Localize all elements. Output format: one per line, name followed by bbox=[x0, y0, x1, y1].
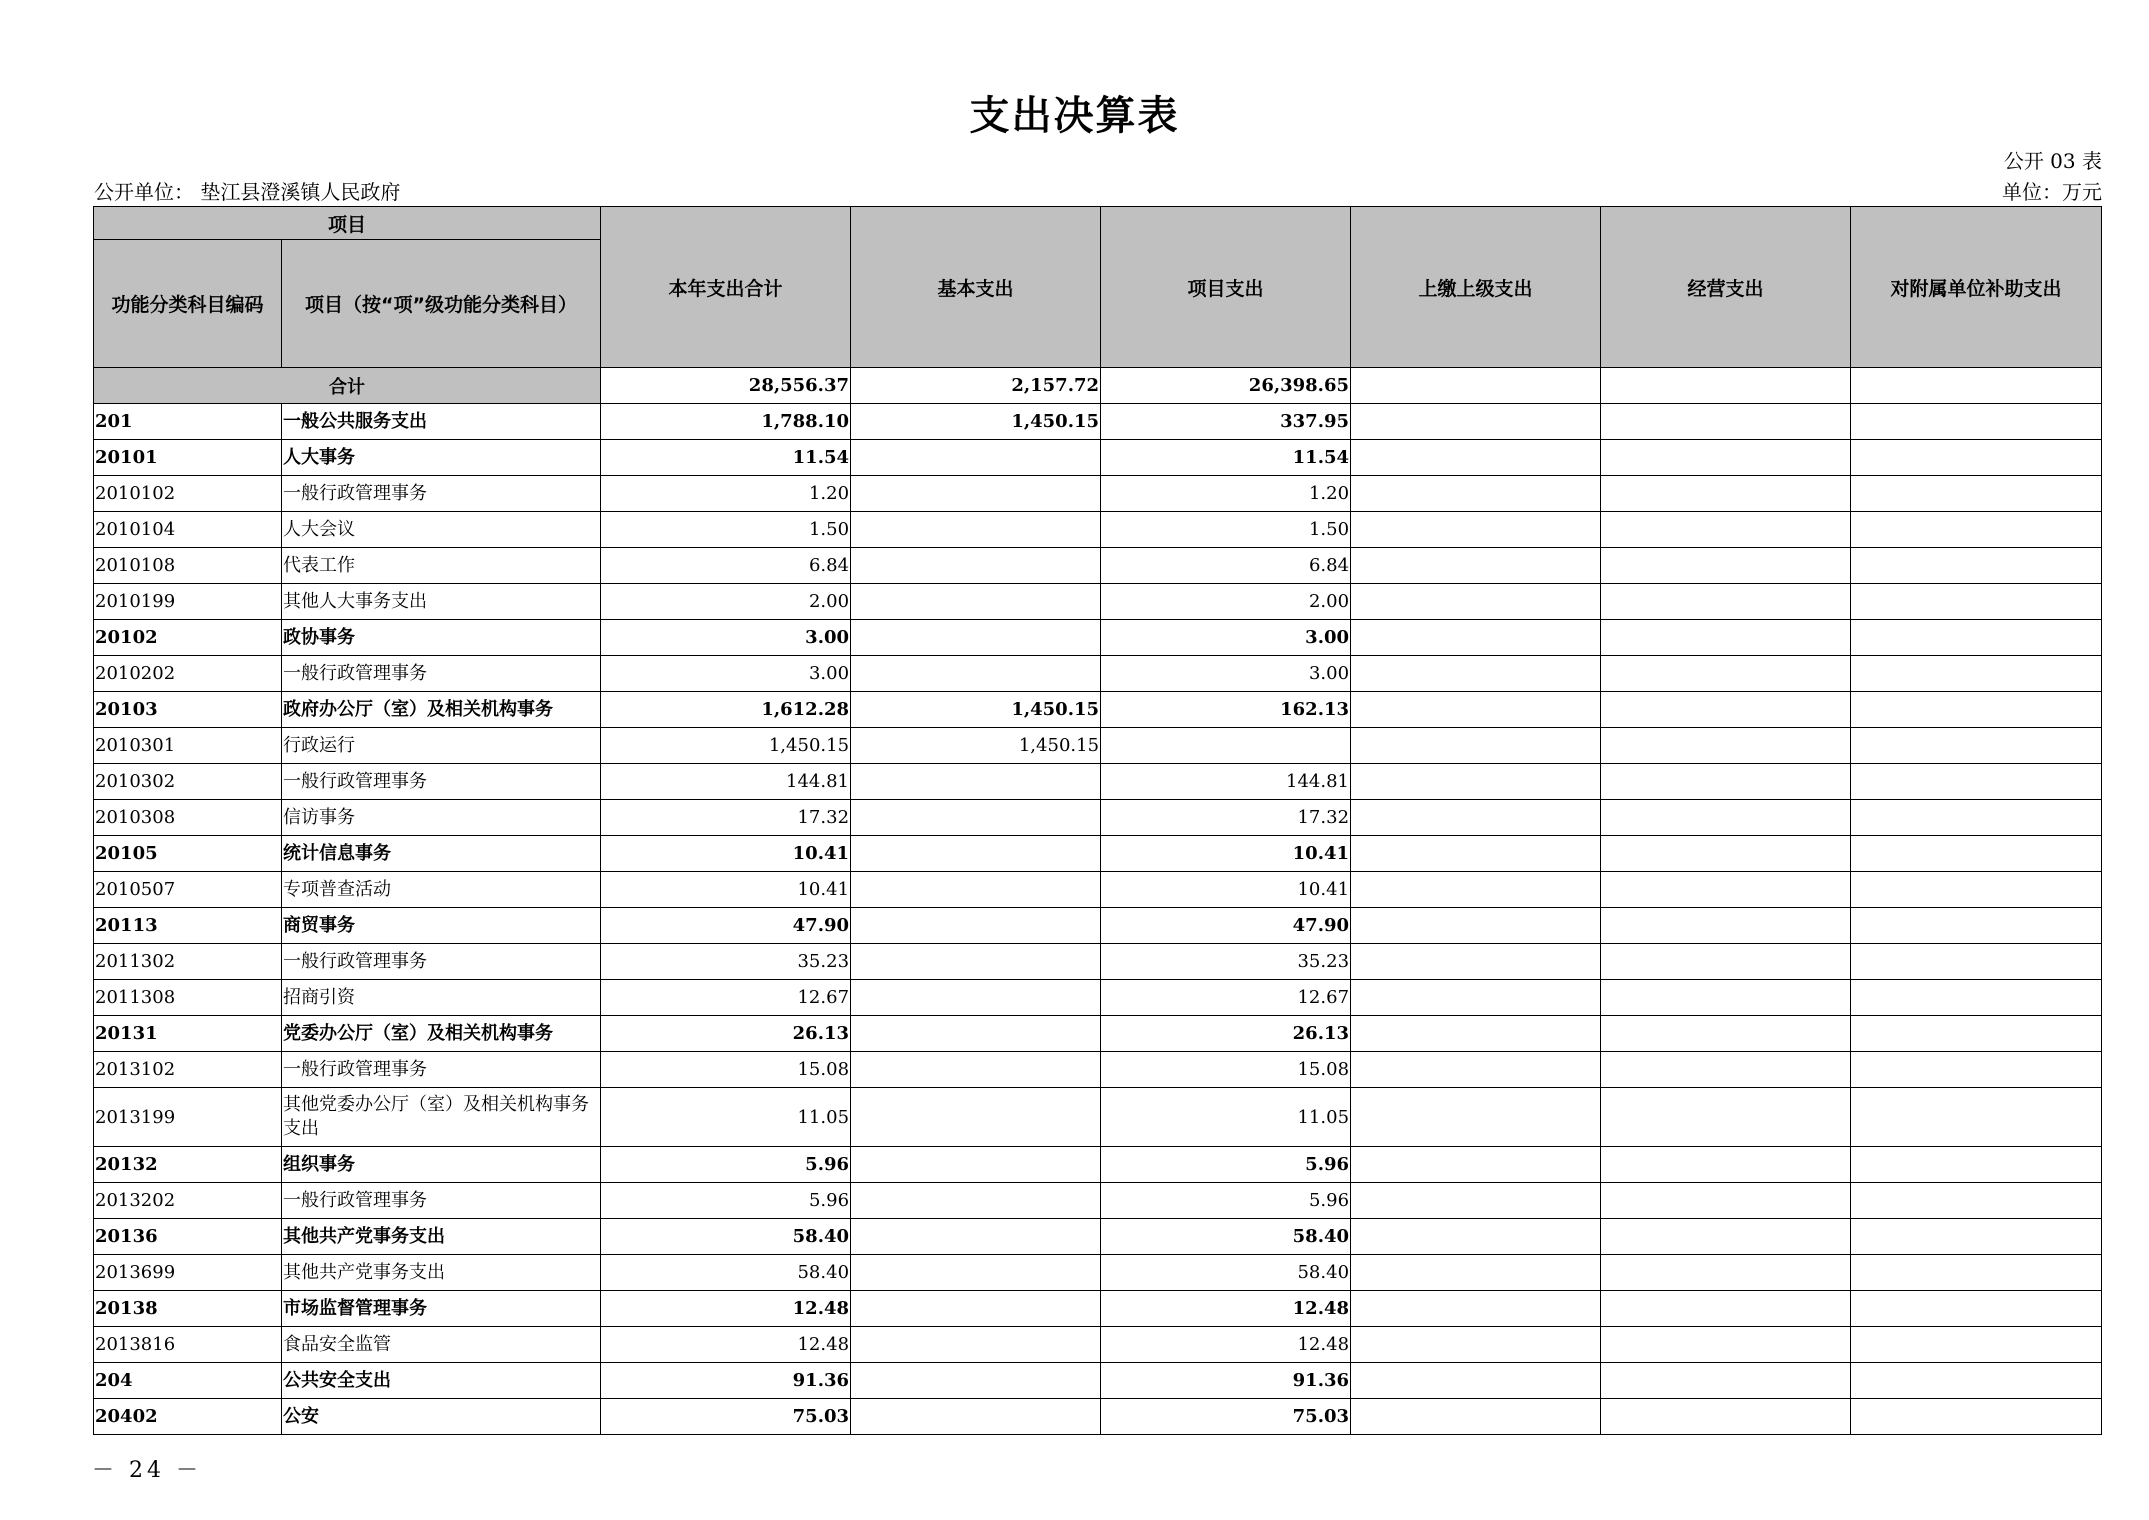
cell-upper bbox=[1351, 872, 1601, 908]
table-row bbox=[94, 1088, 2102, 1147]
cell-project: 58.40 bbox=[1101, 1219, 1351, 1255]
cell-name: 其他党委办公厅（室）及相关机构事务支出 bbox=[282, 1088, 601, 1147]
total-cell-subsidy bbox=[1851, 368, 2102, 404]
page-number: － 24 － bbox=[92, 1458, 202, 1483]
cell-basic bbox=[851, 1088, 1101, 1147]
cell-project: 6.84 bbox=[1101, 548, 1351, 584]
cell-basic bbox=[851, 548, 1101, 584]
cell-total: 5.96 bbox=[601, 1183, 851, 1219]
total-label: 合计 bbox=[94, 368, 601, 404]
cell-upper bbox=[1351, 1327, 1601, 1363]
header-name: 项目（按“项”级功能分类科目） bbox=[282, 240, 601, 368]
table-row bbox=[94, 548, 2102, 584]
cell-upper bbox=[1351, 1255, 1601, 1291]
total-cell-business bbox=[1601, 368, 1851, 404]
cell-business bbox=[1601, 764, 1851, 800]
cell-code: 20103 bbox=[94, 692, 282, 728]
table-row bbox=[94, 800, 2102, 836]
table-row bbox=[94, 1219, 2102, 1255]
table-row bbox=[94, 512, 2102, 548]
cell-business bbox=[1601, 512, 1851, 548]
cell-business bbox=[1601, 1052, 1851, 1088]
header-business: 经营支出 bbox=[1601, 207, 1851, 368]
form-number: 公开 03 表 bbox=[2003, 149, 2102, 173]
cell-basic bbox=[851, 836, 1101, 872]
total-row bbox=[94, 368, 2102, 404]
cell-basic bbox=[851, 440, 1101, 476]
cell-total: 11.54 bbox=[601, 440, 851, 476]
cell-project bbox=[1101, 728, 1351, 764]
cell-total: 58.40 bbox=[601, 1255, 851, 1291]
cell-subsidy bbox=[1851, 980, 2102, 1016]
cell-subsidy bbox=[1851, 584, 2102, 620]
cell-subsidy bbox=[1851, 836, 2102, 872]
cell-basic bbox=[851, 1255, 1101, 1291]
cell-subsidy bbox=[1851, 872, 2102, 908]
table-row bbox=[94, 944, 2102, 980]
cell-code: 2010199 bbox=[94, 584, 282, 620]
cell-business bbox=[1601, 1147, 1851, 1183]
cell-name: 组织事务 bbox=[282, 1147, 601, 1183]
cell-name: 一般行政管理事务 bbox=[282, 1052, 601, 1088]
cell-name: 商贸事务 bbox=[282, 908, 601, 944]
header-upper: 上缴上级支出 bbox=[1351, 207, 1601, 368]
cell-total: 6.84 bbox=[601, 548, 851, 584]
header-basic: 基本支出 bbox=[851, 207, 1101, 368]
cell-project: 35.23 bbox=[1101, 944, 1351, 980]
cell-code: 20136 bbox=[94, 1219, 282, 1255]
cell-code: 20132 bbox=[94, 1147, 282, 1183]
cell-basic: 1,450.15 bbox=[851, 692, 1101, 728]
cell-business bbox=[1601, 692, 1851, 728]
cell-subsidy bbox=[1851, 1399, 2102, 1435]
cell-name: 党委办公厅（室）及相关机构事务 bbox=[282, 1016, 601, 1052]
cell-total: 3.00 bbox=[601, 656, 851, 692]
cell-name: 统计信息事务 bbox=[282, 836, 601, 872]
cell-business bbox=[1601, 980, 1851, 1016]
cell-name: 一般行政管理事务 bbox=[282, 944, 601, 980]
cell-subsidy bbox=[1851, 764, 2102, 800]
cell-subsidy bbox=[1851, 692, 2102, 728]
cell-code: 2011302 bbox=[94, 944, 282, 980]
cell-project: 3.00 bbox=[1101, 620, 1351, 656]
cell-code: 2010202 bbox=[94, 656, 282, 692]
cell-subsidy bbox=[1851, 620, 2102, 656]
table-row bbox=[94, 1052, 2102, 1088]
cell-upper bbox=[1351, 584, 1601, 620]
cell-project: 58.40 bbox=[1101, 1255, 1351, 1291]
cell-project: 337.95 bbox=[1101, 404, 1351, 440]
cell-basic bbox=[851, 764, 1101, 800]
cell-upper bbox=[1351, 692, 1601, 728]
expenditure-table bbox=[93, 206, 2102, 1435]
cell-name: 其他共产党事务支出 bbox=[282, 1219, 601, 1255]
cell-total: 12.48 bbox=[601, 1327, 851, 1363]
cell-total: 1.50 bbox=[601, 512, 851, 548]
cell-upper bbox=[1351, 1183, 1601, 1219]
cell-business bbox=[1601, 440, 1851, 476]
cell-business bbox=[1601, 1363, 1851, 1399]
cell-project: 162.13 bbox=[1101, 692, 1351, 728]
cell-subsidy bbox=[1851, 908, 2102, 944]
cell-code: 20131 bbox=[94, 1016, 282, 1052]
cell-basic bbox=[851, 800, 1101, 836]
cell-basic bbox=[851, 512, 1101, 548]
cell-business bbox=[1601, 620, 1851, 656]
total-cell-upper bbox=[1351, 368, 1601, 404]
cell-subsidy bbox=[1851, 1255, 2102, 1291]
table-row bbox=[94, 1363, 2102, 1399]
cell-business bbox=[1601, 1219, 1851, 1255]
cell-upper bbox=[1351, 1291, 1601, 1327]
cell-project: 10.41 bbox=[1101, 872, 1351, 908]
cell-name: 人大事务 bbox=[282, 440, 601, 476]
cell-project: 12.48 bbox=[1101, 1327, 1351, 1363]
table-row bbox=[94, 620, 2102, 656]
cell-basic bbox=[851, 656, 1101, 692]
cell-code: 2010308 bbox=[94, 800, 282, 836]
cell-upper bbox=[1351, 836, 1601, 872]
cell-code: 20105 bbox=[94, 836, 282, 872]
cell-basic bbox=[851, 1399, 1101, 1435]
cell-total: 1.20 bbox=[601, 476, 851, 512]
cell-project: 2.00 bbox=[1101, 584, 1351, 620]
cell-subsidy bbox=[1851, 1183, 2102, 1219]
cell-upper bbox=[1351, 800, 1601, 836]
cell-business bbox=[1601, 584, 1851, 620]
cell-name: 政府办公厅（室）及相关机构事务 bbox=[282, 692, 601, 728]
cell-project: 17.32 bbox=[1101, 800, 1351, 836]
cell-total: 75.03 bbox=[601, 1399, 851, 1435]
cell-basic bbox=[851, 980, 1101, 1016]
cell-business bbox=[1601, 1016, 1851, 1052]
cell-basic: 1,450.15 bbox=[851, 404, 1101, 440]
cell-project: 11.05 bbox=[1101, 1088, 1351, 1147]
currency-unit: 单位：万元 bbox=[2002, 180, 2102, 204]
table-row bbox=[94, 1255, 2102, 1291]
cell-code: 2010301 bbox=[94, 728, 282, 764]
cell-code: 201 bbox=[94, 404, 282, 440]
cell-total: 3.00 bbox=[601, 620, 851, 656]
cell-business bbox=[1601, 908, 1851, 944]
cell-upper bbox=[1351, 1088, 1601, 1147]
table-row bbox=[94, 908, 2102, 944]
cell-business bbox=[1601, 404, 1851, 440]
cell-project: 75.03 bbox=[1101, 1399, 1351, 1435]
cell-name: 人大会议 bbox=[282, 512, 601, 548]
cell-code: 20101 bbox=[94, 440, 282, 476]
cell-project: 15.08 bbox=[1101, 1052, 1351, 1088]
header-code: 功能分类科目编码 bbox=[94, 240, 282, 368]
cell-basic bbox=[851, 1291, 1101, 1327]
cell-project: 12.48 bbox=[1101, 1291, 1351, 1327]
cell-total: 26.13 bbox=[601, 1016, 851, 1052]
cell-name: 一般公共服务支出 bbox=[282, 404, 601, 440]
cell-subsidy bbox=[1851, 1088, 2102, 1147]
cell-project: 10.41 bbox=[1101, 836, 1351, 872]
cell-business bbox=[1601, 800, 1851, 836]
cell-project: 1.50 bbox=[1101, 512, 1351, 548]
cell-upper bbox=[1351, 404, 1601, 440]
cell-total: 10.41 bbox=[601, 872, 851, 908]
cell-total: 12.67 bbox=[601, 980, 851, 1016]
cell-subsidy bbox=[1851, 1052, 2102, 1088]
cell-code: 2013816 bbox=[94, 1327, 282, 1363]
cell-upper bbox=[1351, 1399, 1601, 1435]
cell-project: 11.54 bbox=[1101, 440, 1351, 476]
cell-total: 47.90 bbox=[601, 908, 851, 944]
cell-code: 20402 bbox=[94, 1399, 282, 1435]
cell-name: 其他共产党事务支出 bbox=[282, 1255, 601, 1291]
cell-upper bbox=[1351, 620, 1601, 656]
cell-subsidy bbox=[1851, 656, 2102, 692]
cell-code: 20102 bbox=[94, 620, 282, 656]
cell-total: 1,788.10 bbox=[601, 404, 851, 440]
table-row bbox=[94, 980, 2102, 1016]
cell-basic bbox=[851, 872, 1101, 908]
cell-basic bbox=[851, 476, 1101, 512]
cell-subsidy bbox=[1851, 404, 2102, 440]
cell-basic bbox=[851, 1219, 1101, 1255]
cell-upper bbox=[1351, 512, 1601, 548]
cell-project: 1.20 bbox=[1101, 476, 1351, 512]
cell-total: 17.32 bbox=[601, 800, 851, 836]
cell-name: 公共安全支出 bbox=[282, 1363, 601, 1399]
cell-basic bbox=[851, 944, 1101, 980]
header-total: 本年支出合计 bbox=[601, 207, 851, 368]
table-row bbox=[94, 728, 2102, 764]
cell-subsidy bbox=[1851, 728, 2102, 764]
cell-business bbox=[1601, 1399, 1851, 1435]
table-row bbox=[94, 872, 2102, 908]
cell-total: 10.41 bbox=[601, 836, 851, 872]
cell-project: 26.13 bbox=[1101, 1016, 1351, 1052]
cell-business bbox=[1601, 1291, 1851, 1327]
cell-total: 91.36 bbox=[601, 1363, 851, 1399]
cell-name: 一般行政管理事务 bbox=[282, 764, 601, 800]
cell-code: 20113 bbox=[94, 908, 282, 944]
table-row bbox=[94, 1183, 2102, 1219]
cell-business bbox=[1601, 1183, 1851, 1219]
table-row bbox=[94, 404, 2102, 440]
cell-business bbox=[1601, 728, 1851, 764]
total-cell-basic: 2,157.72 bbox=[851, 368, 1101, 404]
cell-basic bbox=[851, 1052, 1101, 1088]
cell-project: 12.67 bbox=[1101, 980, 1351, 1016]
cell-project: 91.36 bbox=[1101, 1363, 1351, 1399]
cell-business bbox=[1601, 944, 1851, 980]
cell-name: 一般行政管理事务 bbox=[282, 1183, 601, 1219]
cell-code: 2011308 bbox=[94, 980, 282, 1016]
cell-code: 2010507 bbox=[94, 872, 282, 908]
cell-subsidy bbox=[1851, 476, 2102, 512]
total-cell-project: 26,398.65 bbox=[1101, 368, 1351, 404]
cell-upper bbox=[1351, 476, 1601, 512]
cell-name: 市场监督管理事务 bbox=[282, 1291, 601, 1327]
cell-code: 20138 bbox=[94, 1291, 282, 1327]
cell-name: 政协事务 bbox=[282, 620, 601, 656]
table-row bbox=[94, 836, 2102, 872]
cell-name: 公安 bbox=[282, 1399, 601, 1435]
cell-basic bbox=[851, 1016, 1101, 1052]
cell-subsidy bbox=[1851, 1016, 2102, 1052]
cell-subsidy bbox=[1851, 944, 2102, 980]
cell-total: 5.96 bbox=[601, 1147, 851, 1183]
cell-subsidy bbox=[1851, 1291, 2102, 1327]
cell-project: 144.81 bbox=[1101, 764, 1351, 800]
cell-code: 2013699 bbox=[94, 1255, 282, 1291]
cell-name: 专项普查活动 bbox=[282, 872, 601, 908]
table-row bbox=[94, 1147, 2102, 1183]
cell-total: 1,612.28 bbox=[601, 692, 851, 728]
cell-upper bbox=[1351, 980, 1601, 1016]
cell-basic bbox=[851, 1327, 1101, 1363]
cell-subsidy bbox=[1851, 512, 2102, 548]
cell-subsidy bbox=[1851, 548, 2102, 584]
cell-subsidy bbox=[1851, 1363, 2102, 1399]
cell-code: 2010302 bbox=[94, 764, 282, 800]
cell-total: 12.48 bbox=[601, 1291, 851, 1327]
cell-name: 行政运行 bbox=[282, 728, 601, 764]
cell-total: 35.23 bbox=[601, 944, 851, 980]
cell-upper bbox=[1351, 440, 1601, 476]
header-item-group: 项目 bbox=[94, 207, 601, 240]
cell-code: 2013199 bbox=[94, 1088, 282, 1147]
table-row bbox=[94, 1291, 2102, 1327]
cell-code: 2010108 bbox=[94, 548, 282, 584]
cell-business bbox=[1601, 1255, 1851, 1291]
header-subsidy: 对附属单位补助支出 bbox=[1851, 207, 2102, 368]
cell-basic bbox=[851, 908, 1101, 944]
cell-total: 58.40 bbox=[601, 1219, 851, 1255]
cell-name: 信访事务 bbox=[282, 800, 601, 836]
table-row bbox=[94, 1327, 2102, 1363]
cell-business bbox=[1601, 1327, 1851, 1363]
cell-project: 5.96 bbox=[1101, 1183, 1351, 1219]
cell-upper bbox=[1351, 728, 1601, 764]
cell-basic bbox=[851, 584, 1101, 620]
cell-business bbox=[1601, 872, 1851, 908]
cell-total: 11.05 bbox=[601, 1088, 851, 1147]
cell-basic bbox=[851, 620, 1101, 656]
cell-business bbox=[1601, 476, 1851, 512]
cell-basic bbox=[851, 1183, 1101, 1219]
cell-upper bbox=[1351, 1147, 1601, 1183]
unit-line bbox=[94, 176, 2102, 202]
table-row bbox=[94, 584, 2102, 620]
cell-subsidy bbox=[1851, 440, 2102, 476]
cell-subsidy bbox=[1851, 1327, 2102, 1363]
table-row bbox=[94, 440, 2102, 476]
table-row bbox=[94, 476, 2102, 512]
cell-upper bbox=[1351, 656, 1601, 692]
table-row bbox=[94, 656, 2102, 692]
cell-code: 2013202 bbox=[94, 1183, 282, 1219]
cell-business bbox=[1601, 836, 1851, 872]
cell-subsidy bbox=[1851, 800, 2102, 836]
cell-code: 2010102 bbox=[94, 476, 282, 512]
table-row bbox=[94, 1016, 2102, 1052]
cell-name: 其他人大事务支出 bbox=[282, 584, 601, 620]
cell-project: 3.00 bbox=[1101, 656, 1351, 692]
cell-total: 144.81 bbox=[601, 764, 851, 800]
cell-upper bbox=[1351, 1363, 1601, 1399]
reporting-unit: 公开单位： 垫江县澄溪镇人民政府 bbox=[94, 180, 401, 204]
table-row bbox=[94, 692, 2102, 728]
cell-upper bbox=[1351, 908, 1601, 944]
table-row bbox=[94, 764, 2102, 800]
cell-total: 2.00 bbox=[601, 584, 851, 620]
cell-business bbox=[1601, 548, 1851, 584]
cell-business bbox=[1601, 656, 1851, 692]
total-cell-total: 28,556.37 bbox=[601, 368, 851, 404]
cell-upper bbox=[1351, 764, 1601, 800]
table-row bbox=[94, 1399, 2102, 1435]
cell-upper bbox=[1351, 1052, 1601, 1088]
cell-business bbox=[1601, 1088, 1851, 1147]
cell-upper bbox=[1351, 1219, 1601, 1255]
cell-name: 一般行政管理事务 bbox=[282, 656, 601, 692]
header-project: 项目支出 bbox=[1101, 207, 1351, 368]
cell-total: 1,450.15 bbox=[601, 728, 851, 764]
cell-upper bbox=[1351, 944, 1601, 980]
cell-total: 15.08 bbox=[601, 1052, 851, 1088]
cell-subsidy bbox=[1851, 1219, 2102, 1255]
cell-code: 2013102 bbox=[94, 1052, 282, 1088]
cell-subsidy bbox=[1851, 1147, 2102, 1183]
cell-name: 一般行政管理事务 bbox=[282, 476, 601, 512]
cell-upper bbox=[1351, 1016, 1601, 1052]
cell-basic: 1,450.15 bbox=[851, 728, 1101, 764]
page-title: 支出决算表 bbox=[969, 93, 1180, 139]
cell-code: 2010104 bbox=[94, 512, 282, 548]
cell-upper bbox=[1351, 548, 1601, 584]
cell-name: 招商引资 bbox=[282, 980, 601, 1016]
cell-code: 204 bbox=[94, 1363, 282, 1399]
cell-basic bbox=[851, 1363, 1101, 1399]
cell-name: 代表工作 bbox=[282, 548, 601, 584]
cell-project: 5.96 bbox=[1101, 1147, 1351, 1183]
cell-basic bbox=[851, 1147, 1101, 1183]
cell-project: 47.90 bbox=[1101, 908, 1351, 944]
cell-name: 食品安全监管 bbox=[282, 1327, 601, 1363]
